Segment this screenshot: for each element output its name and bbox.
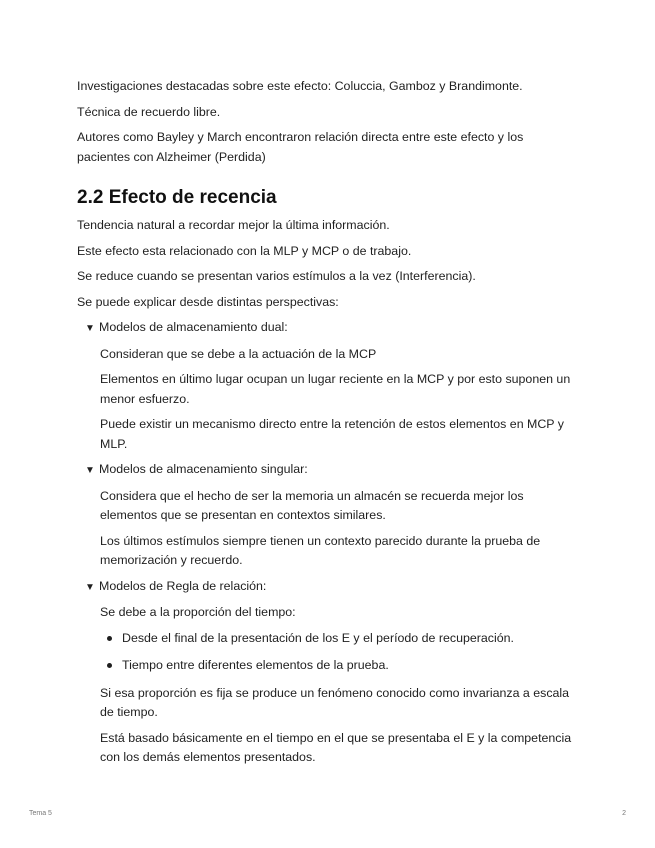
section-paragraph-1: Tendencia natural a recordar mejor la última información.	[77, 218, 390, 232]
page-number: 2	[622, 810, 626, 817]
section-heading: 2.2 Efecto de recencia	[77, 187, 277, 208]
intro-paragraph-2: Técnica de recuerdo libre.	[77, 104, 221, 119]
triangle-down-icon[interactable]: ▼	[85, 581, 95, 593]
toggle-paragraph: Los últimos estímulos siempre tienen un contexto parecido durante la prueba de memorización y recuerdo.	[100, 533, 541, 567]
list-item	[100, 656, 577, 676]
toggle-header[interactable]	[85, 460, 577, 481]
toggle-paragraph: Elementos en último lugar ocupan un lugar reciente en la MCP y por esto suponen un menor esfuerzo.	[100, 372, 571, 406]
toggle-paragraph: Puede existir un mecanismo directo entre la retención de estos elementos en MCP y MLP.	[100, 417, 564, 451]
toggle-label: Modelos de almacenamiento singular:	[99, 462, 308, 476]
toggle-paragraph: Se debe a la proporción del tiempo:	[100, 605, 296, 619]
toggle-paragraph: Considera que el hecho de ser la memoria un almacén se recuerda mejor los elementos que se presentan en contextos similares.	[100, 488, 524, 522]
intro-paragraph-3: Autores como Bayley y March encontraron relación directa entre este efecto y los pacientes con Alzheimer (Perdida)	[77, 130, 524, 164]
toggle-header[interactable]	[85, 577, 577, 598]
intro-paragraph-1: Investigaciones destacadas sobre este efecto: Coluccia, Gamboz y Brandimonte.	[77, 79, 523, 93]
toggle-paragraph: Está basado básicamente en el tiempo en el que se presentaba el E y la competencia con los demás elementos presentados.	[100, 730, 572, 764]
page-content	[77, 77, 577, 774]
bullet-icon	[107, 663, 112, 668]
toggle-body	[85, 487, 577, 571]
list-item-text: Desde el final de la presentación de los E y el período de recuperación.	[122, 630, 514, 645]
toggle-label: Modelos de Regla de relación:	[99, 578, 267, 593]
toggle-single-storage	[85, 460, 577, 571]
section-paragraph-2: Este efecto esta relacionado con la MLP y MCP o de trabajo.	[77, 243, 412, 258]
footer-topic: Tema 5	[29, 810, 52, 817]
toggle-relation-rule	[85, 577, 577, 768]
toggle-header[interactable]	[85, 318, 577, 339]
list-item	[100, 629, 577, 649]
triangle-down-icon[interactable]: ▼	[85, 323, 95, 334]
toggle-body	[85, 345, 577, 455]
section-paragraph-4: Se puede explicar desde distintas perspectivas:	[77, 294, 339, 309]
list-item-text: Tiempo entre diferentes elementos de la prueba.	[122, 658, 389, 672]
bullet-icon	[107, 636, 112, 641]
toggle-body	[85, 603, 577, 768]
toggle-dual-storage	[85, 318, 577, 454]
toggle-paragraph: Consideran que se debe a la actuación de la MCP	[100, 346, 377, 361]
toggle-label: Modelos de almacenamiento dual:	[99, 320, 288, 334]
section-paragraph-3: Se reduce cuando se presentan varios estímulos a la vez (Interferencia).	[77, 269, 476, 283]
toggle-paragraph: Si esa proporción es fija se produce un fenómeno conocido como invarianza a escala de tiempo.	[100, 685, 570, 719]
bullet-list	[100, 629, 577, 676]
triangle-down-icon[interactable]: ▼	[85, 465, 95, 476]
